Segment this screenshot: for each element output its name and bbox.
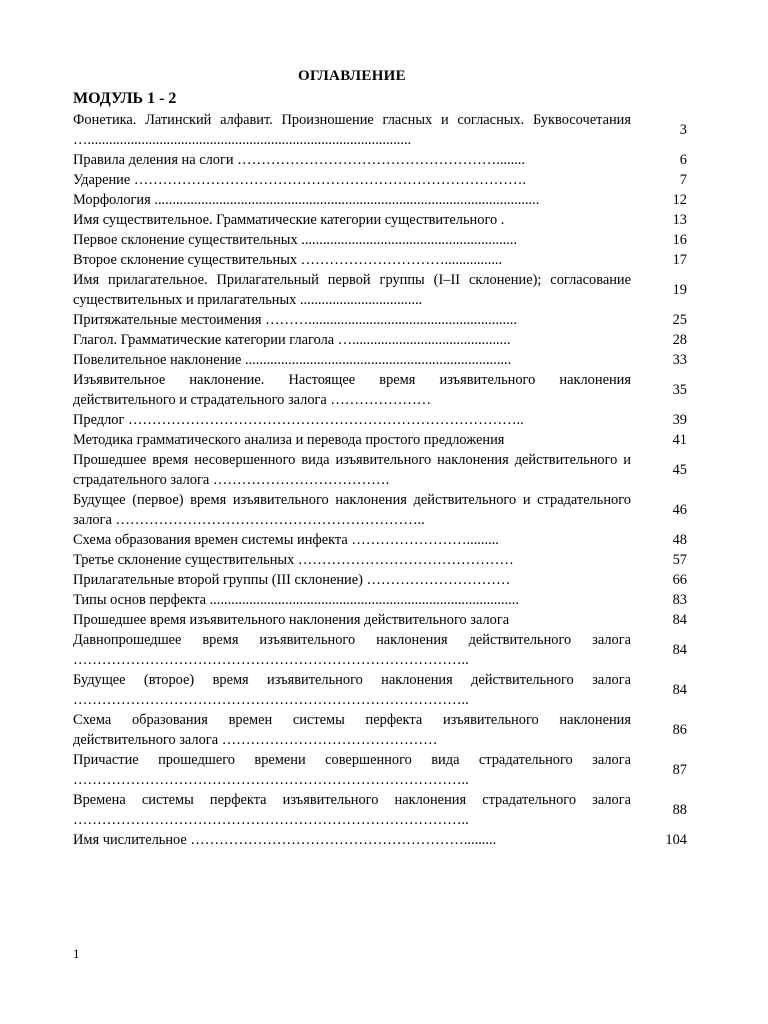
toc-entry-title: Предлог ……………………………………………………………………….. [73,412,524,428]
toc-entry-title: Правила деления на слоги ………………………………………………........ [73,152,525,168]
table-of-contents [73,110,689,850]
toc-entry-page: 39 [672,412,687,428]
toc-entry [73,310,689,330]
page-title: ОГЛАВЛЕНИЕ [298,68,406,84]
toc-entry-page: 66 [672,572,687,588]
toc-entry-page: 84 [672,612,687,628]
toc-entry-title: Ударение ………………………………………………………………………. [73,172,526,188]
toc-entry [73,430,689,450]
toc-entry-page: 33 [672,352,687,368]
toc-entry [73,110,689,150]
toc-entry-page: 48 [672,532,687,548]
toc-entry [73,550,689,570]
toc-entry [73,830,689,850]
toc-entry-page: 16 [672,232,687,248]
toc-entry-title: Имя прилагательное. Прилагательный первой группы (I–II склонение); согласование существительных и прилагательных .................................. [73,272,631,308]
toc-entry-page: 13 [672,212,687,228]
toc-entry-page: 7 [679,172,687,188]
module-heading: МОДУЛЬ 1 - 2 [73,90,177,107]
toc-entry [73,170,689,190]
toc-entry-title: Давнопрошедшее время изъявительного наклонения действительного залога ……………………………………………………………………….. [73,632,631,668]
toc-entry [73,210,689,230]
toc-entry [73,570,689,590]
toc-entry-title: Методика грамматического анализа и перевода простого предложения [73,432,505,448]
toc-entry [73,250,689,270]
toc-entry [73,450,689,490]
toc-entry-page: 86 [672,722,687,738]
toc-entry-title: Схема образования времен системы перфекта изъявительного наклонения действительного залога ……………………………………… [73,712,631,748]
toc-entry [73,370,689,410]
toc-entry-page: 84 [672,682,687,698]
toc-entry-page: 46 [672,502,687,518]
toc-entry-page: 45 [672,462,687,478]
toc-entry-page: 83 [672,592,687,608]
toc-entry-page: 25 [672,312,687,328]
toc-entry-title: Причастие прошедшего времени совершенного вида страдательного залога ……………………………………………………………………….. [73,752,631,788]
toc-entry [73,330,689,350]
toc-entry-page: 57 [672,552,687,568]
toc-entry-title: Второе склонение существительных …………………………................ [73,252,503,268]
toc-entry [73,590,689,610]
toc-entry [73,610,689,630]
toc-entry [73,670,689,710]
toc-entry-page: 28 [672,332,687,348]
toc-entry [73,490,689,530]
toc-entry-title: Изъявительное наклонение. Настоящее время изъявительного наклонения действительного и страдательного залога ………………… [73,372,631,408]
toc-entry-title: Времена системы перфекта изъявительного наклонения страдательного залога ……………………………………………………………………….. [73,792,631,828]
toc-entry [73,190,689,210]
toc-entry-title: Типы основ перфекта ...................................................................................... [73,592,519,608]
toc-entry [73,410,689,430]
toc-entry-page: 6 [679,152,687,168]
toc-entry [73,750,689,790]
toc-entry-page: 41 [672,432,687,448]
toc-entry-title: Фонетика. Латинский алфавит. Произношение гласных и согласных. Буквосочетания ….......................................................................................... [73,112,631,148]
toc-entry-title: Третье склонение существительных ……………………………………… [73,552,514,568]
toc-entry-title: Прошедшее время несовершенного вида изъявительного наклонения действительного и страдательного залога ………………………………. [73,452,631,488]
toc-entry-title: Будущее (первое) время изъявительного наклонения действительного и страдательного залога ……………………………………………………….. [73,492,631,528]
toc-entry-title: Будущее (второе) время изъявительного наклонения действительного залога ……………………………………………………………………….. [73,672,631,708]
toc-entry-page: 84 [672,642,687,658]
toc-entry-page: 19 [672,282,687,298]
toc-entry [73,710,689,750]
toc-entry [73,270,689,310]
toc-entry-title: Имя числительное …………………………………………………......... [73,832,497,848]
toc-entry-title: Прилагательные второй группы (III склонение) ………………………… [73,572,511,588]
toc-entry-title: Повелительное наклонение .......................................................................... [73,352,512,368]
toc-entry-title: Схема образования времен системы инфекта ……………………......... [73,532,499,548]
toc-entry [73,530,689,550]
toc-entry-title: Глагол. Грамматические категории глагола …............................................ [73,332,511,348]
toc-entry-page: 88 [672,802,687,818]
toc-entry-page: 12 [672,192,687,208]
toc-entry-page: 3 [679,122,687,138]
toc-entry-page: 35 [672,382,687,398]
toc-entry-page: 104 [665,832,687,848]
toc-entry [73,230,689,250]
page-number: 1 [73,946,80,961]
toc-entry [73,790,689,830]
toc-entry-title: Прошедшее время изъявительного наклонения действительного залога [73,612,510,628]
toc-entry-page: 87 [672,762,687,778]
toc-entry [73,630,689,670]
toc-entry-title: Первое склонение существительных ............................................................ [73,232,518,248]
toc-entry-title: Имя существительное. Грамматические категории существительного . [73,212,505,228]
toc-entry-title: Морфология ........................................................................................................... [73,192,540,208]
toc-entry [73,350,689,370]
toc-entry [73,150,689,170]
toc-entry-page: 17 [672,252,687,268]
toc-entry-title: Притяжательные местоимения ……….......................................................... [73,312,517,328]
